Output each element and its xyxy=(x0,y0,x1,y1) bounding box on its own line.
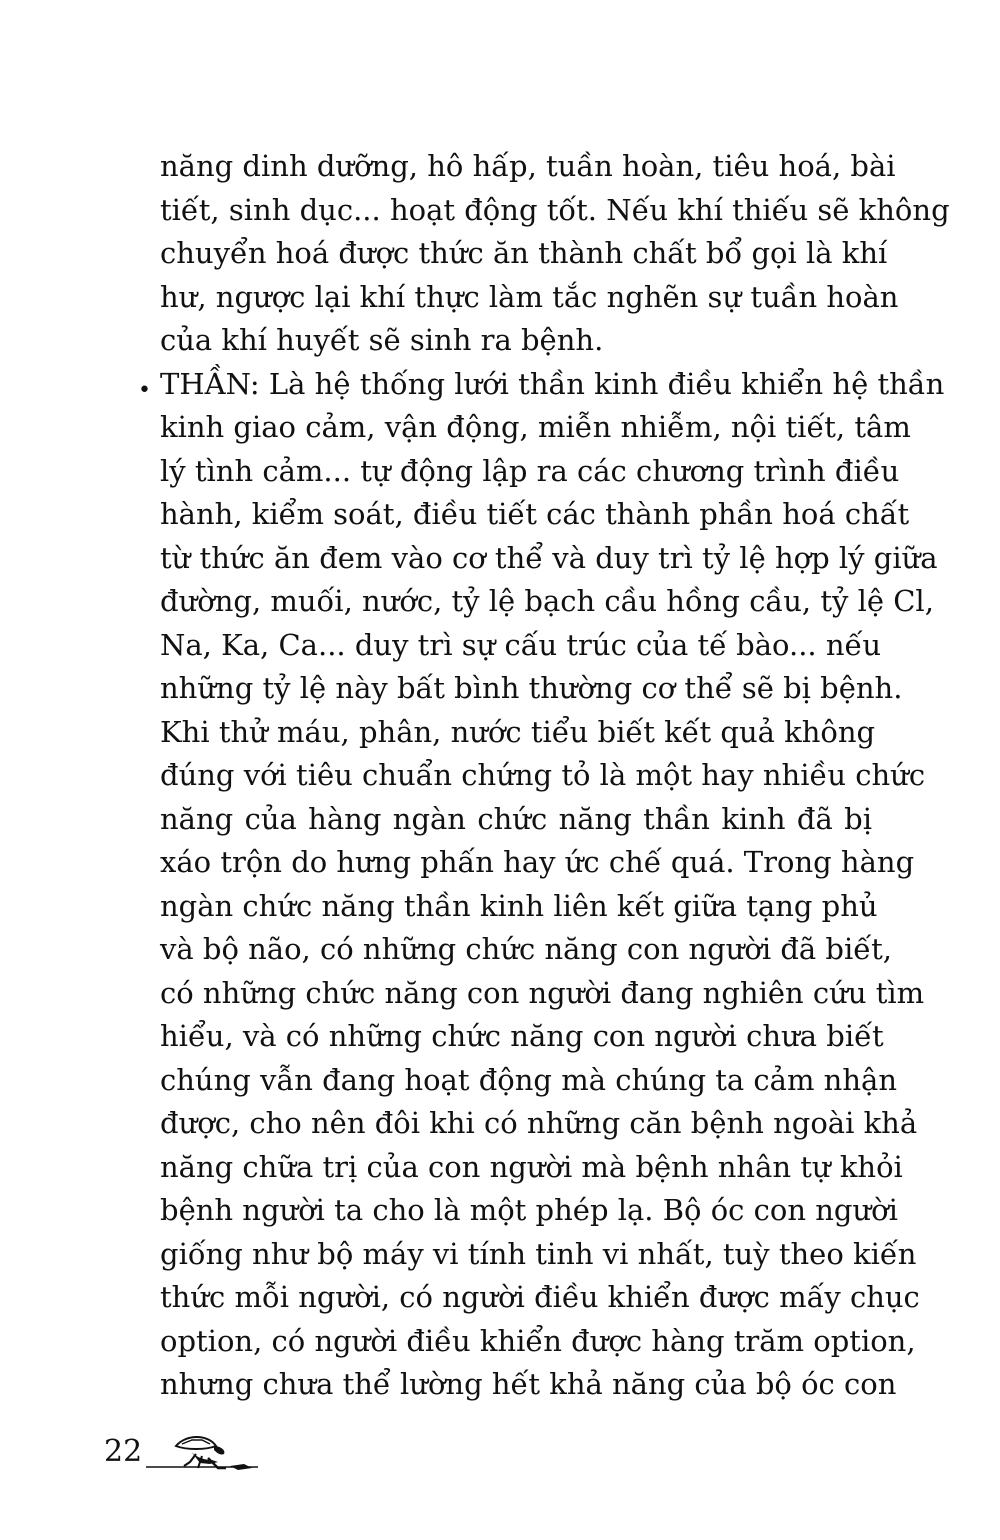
text-line: Na, Ka, Ca... duy trì sự cấu trúc của tế bào... nếu xyxy=(160,627,882,662)
text-line: năng của hàng ngàn chức năng thần kinh đã bị xyxy=(160,801,872,836)
body-text xyxy=(160,145,950,1407)
text-line: được, cho nên đôi khi có những căn bệnh ngoài khả xyxy=(160,1106,918,1140)
text-line: kinh giao cảm, vận động, miễn nhiễm, nội tiết, tâm xyxy=(160,410,911,444)
text-line: từ thức ăn đem vào cơ thể và duy trì tỷ lệ hợp lý giữa xyxy=(160,540,938,575)
text-line: năng chữa trị của con người mà bệnh nhân tự khỏi xyxy=(160,1149,903,1184)
text-line: hành, kiểm soát, điều tiết các thành phần hoá chất xyxy=(160,497,910,531)
page-footer xyxy=(104,1428,304,1478)
text-line: hiểu, và có những chức năng con người chưa biết xyxy=(160,1019,884,1053)
page-number: 22 xyxy=(104,1434,143,1469)
text-line: những tỷ lệ này bất bình thường cơ thể sẽ bị bệnh. xyxy=(160,671,903,705)
text-line: option, có người điều khiển được hàng trăm option, xyxy=(160,1323,916,1358)
text-line: bệnh người ta cho là một phép lạ. Bộ óc con người xyxy=(160,1193,898,1227)
text-line: ngàn chức năng thần kinh liên kết giữa tạng phủ xyxy=(160,888,878,923)
text-line: xáo trộn do hưng phấn hay ức chế quá. Trong hàng xyxy=(160,845,915,879)
text-line: của khí huyết sẽ sinh ra bệnh. xyxy=(160,323,604,357)
text-line: nhưng chưa thể lường hết khả năng của bộ óc con xyxy=(160,1367,897,1401)
text-line: lý tình cảm... tự động lập ra các chương trình điều xyxy=(160,453,900,488)
text-line: đường, muối, nước, tỷ lệ bạch cầu hồng cầu, tỷ lệ Cl, xyxy=(160,584,934,618)
text-line: tiết, sinh dục... hoạt động tốt. Nếu khí thiếu sẽ không xyxy=(160,192,950,227)
running-turtle-ornament-icon xyxy=(146,1432,266,1476)
text-line: THẦN: Là hệ thống lưới thần kinh điều khiển hệ thần xyxy=(160,366,945,401)
text-line: giống như bộ máy vi tính tinh vi nhất, tuỳ theo kiến xyxy=(160,1236,917,1271)
text-line: chuyển hoá được thức ăn thành chất bổ gọi là khí xyxy=(160,236,888,270)
text-line: hư, ngược lại khí thực làm tắc nghẽn sự tuần hoàn xyxy=(160,279,899,314)
text-line: thức mỗi người, có người điều khiển được mấy chục xyxy=(160,1280,920,1314)
bullet-marker: • xyxy=(138,378,151,403)
text-line: đúng với tiêu chuẩn chứng tỏ là một hay nhiều chức xyxy=(160,758,926,792)
text-line: và bộ não, có những chức năng con người đã biết, xyxy=(160,932,892,966)
text-line: chúng vẫn đang hoạt động mà chúng ta cảm nhận xyxy=(160,1062,897,1097)
text-line: có những chức năng con người đang nghiên cứu tìm xyxy=(160,975,925,1010)
text-line: năng dinh dưỡng, hô hấp, tuần hoàn, tiêu hoá, bài xyxy=(160,149,896,183)
text-line: Khi thử máu, phân, nước tiểu biết kết quả không xyxy=(160,714,876,749)
